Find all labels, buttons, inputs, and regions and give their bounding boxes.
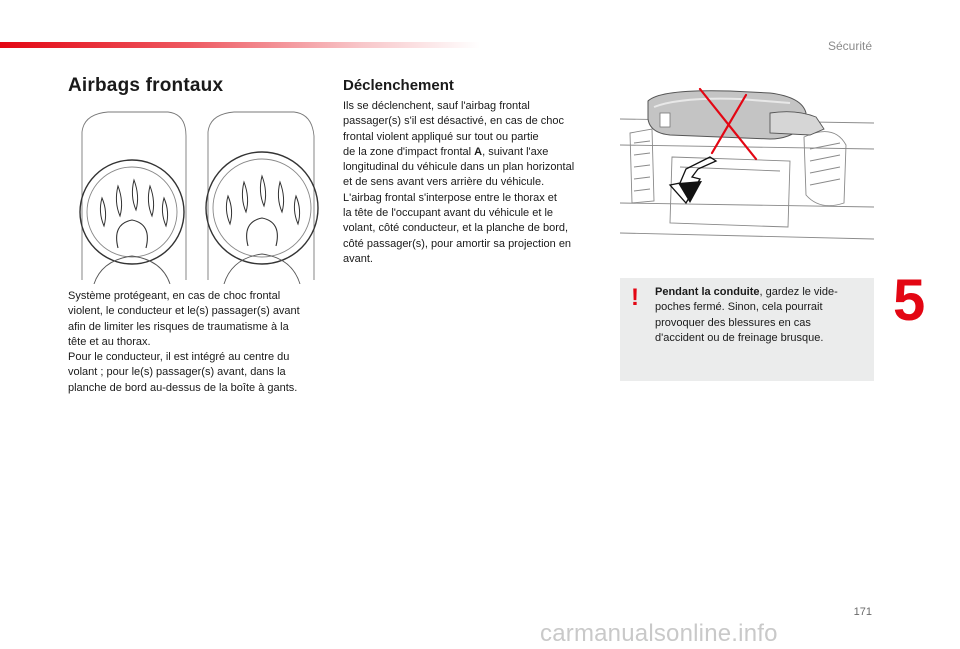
- page-number: 171: [853, 606, 872, 618]
- airbags-description: Système protégeant, en cas de choc frontal violent, le conducteur et le(s) passager(s) avant afin de limiter les risques de traumatisme à la tête et au thorax. Pour le conducteur, il est intégré au centre du volant ; pour le(s) passager(s) avant, dans la planche de bord au-dessus de la boîte à gants.: [68, 290, 300, 394]
- header-accent-bar: [0, 42, 480, 48]
- watermark: carmanualsonline.info: [540, 620, 778, 647]
- chapter-number: 5: [893, 268, 926, 333]
- heading-airbags-frontaux: Airbags frontaux: [68, 75, 224, 96]
- warning-text: Pendant la conduite, gardez le vide- poches fermé. Sinon, cela pourrait provoquer des blessures en cas d'accident ou de freinage brusque.: [655, 286, 838, 344]
- dashboard-glovebox-illustration: [620, 83, 874, 253]
- impact-zone-line: de la zone d'impact frontal A, suivant l'axe: [343, 145, 549, 158]
- exclamation-icon: !: [631, 284, 639, 311]
- heading-declenchement: Déclenchement: [343, 77, 454, 94]
- zone-a-label: A: [474, 145, 483, 158]
- airbag-occupants-illustration: [68, 108, 324, 284]
- warning-box: [620, 278, 874, 381]
- section-title: Sécurité: [827, 39, 872, 53]
- warning-lead: Pendant la conduite: [655, 286, 760, 298]
- declenchement-description: Ils se déclenchent, sauf l'airbag frontal passager(s) s'il est désactivé, en cas de choc frontal violent appliqué sur tout ou partie de la zone d'impact frontal A, suivant l'axe longitudinal du véhicule dans un plan horizontal et de sens avant vers arrière du véhicule. L'airbag frontal s'interpose entre le thorax et la tête de l'occupant avant du véhicule et le volant, côté conducteur, et la planche de bord, côté passager(s), pour amortir sa projection en avant.: [343, 99, 605, 267]
